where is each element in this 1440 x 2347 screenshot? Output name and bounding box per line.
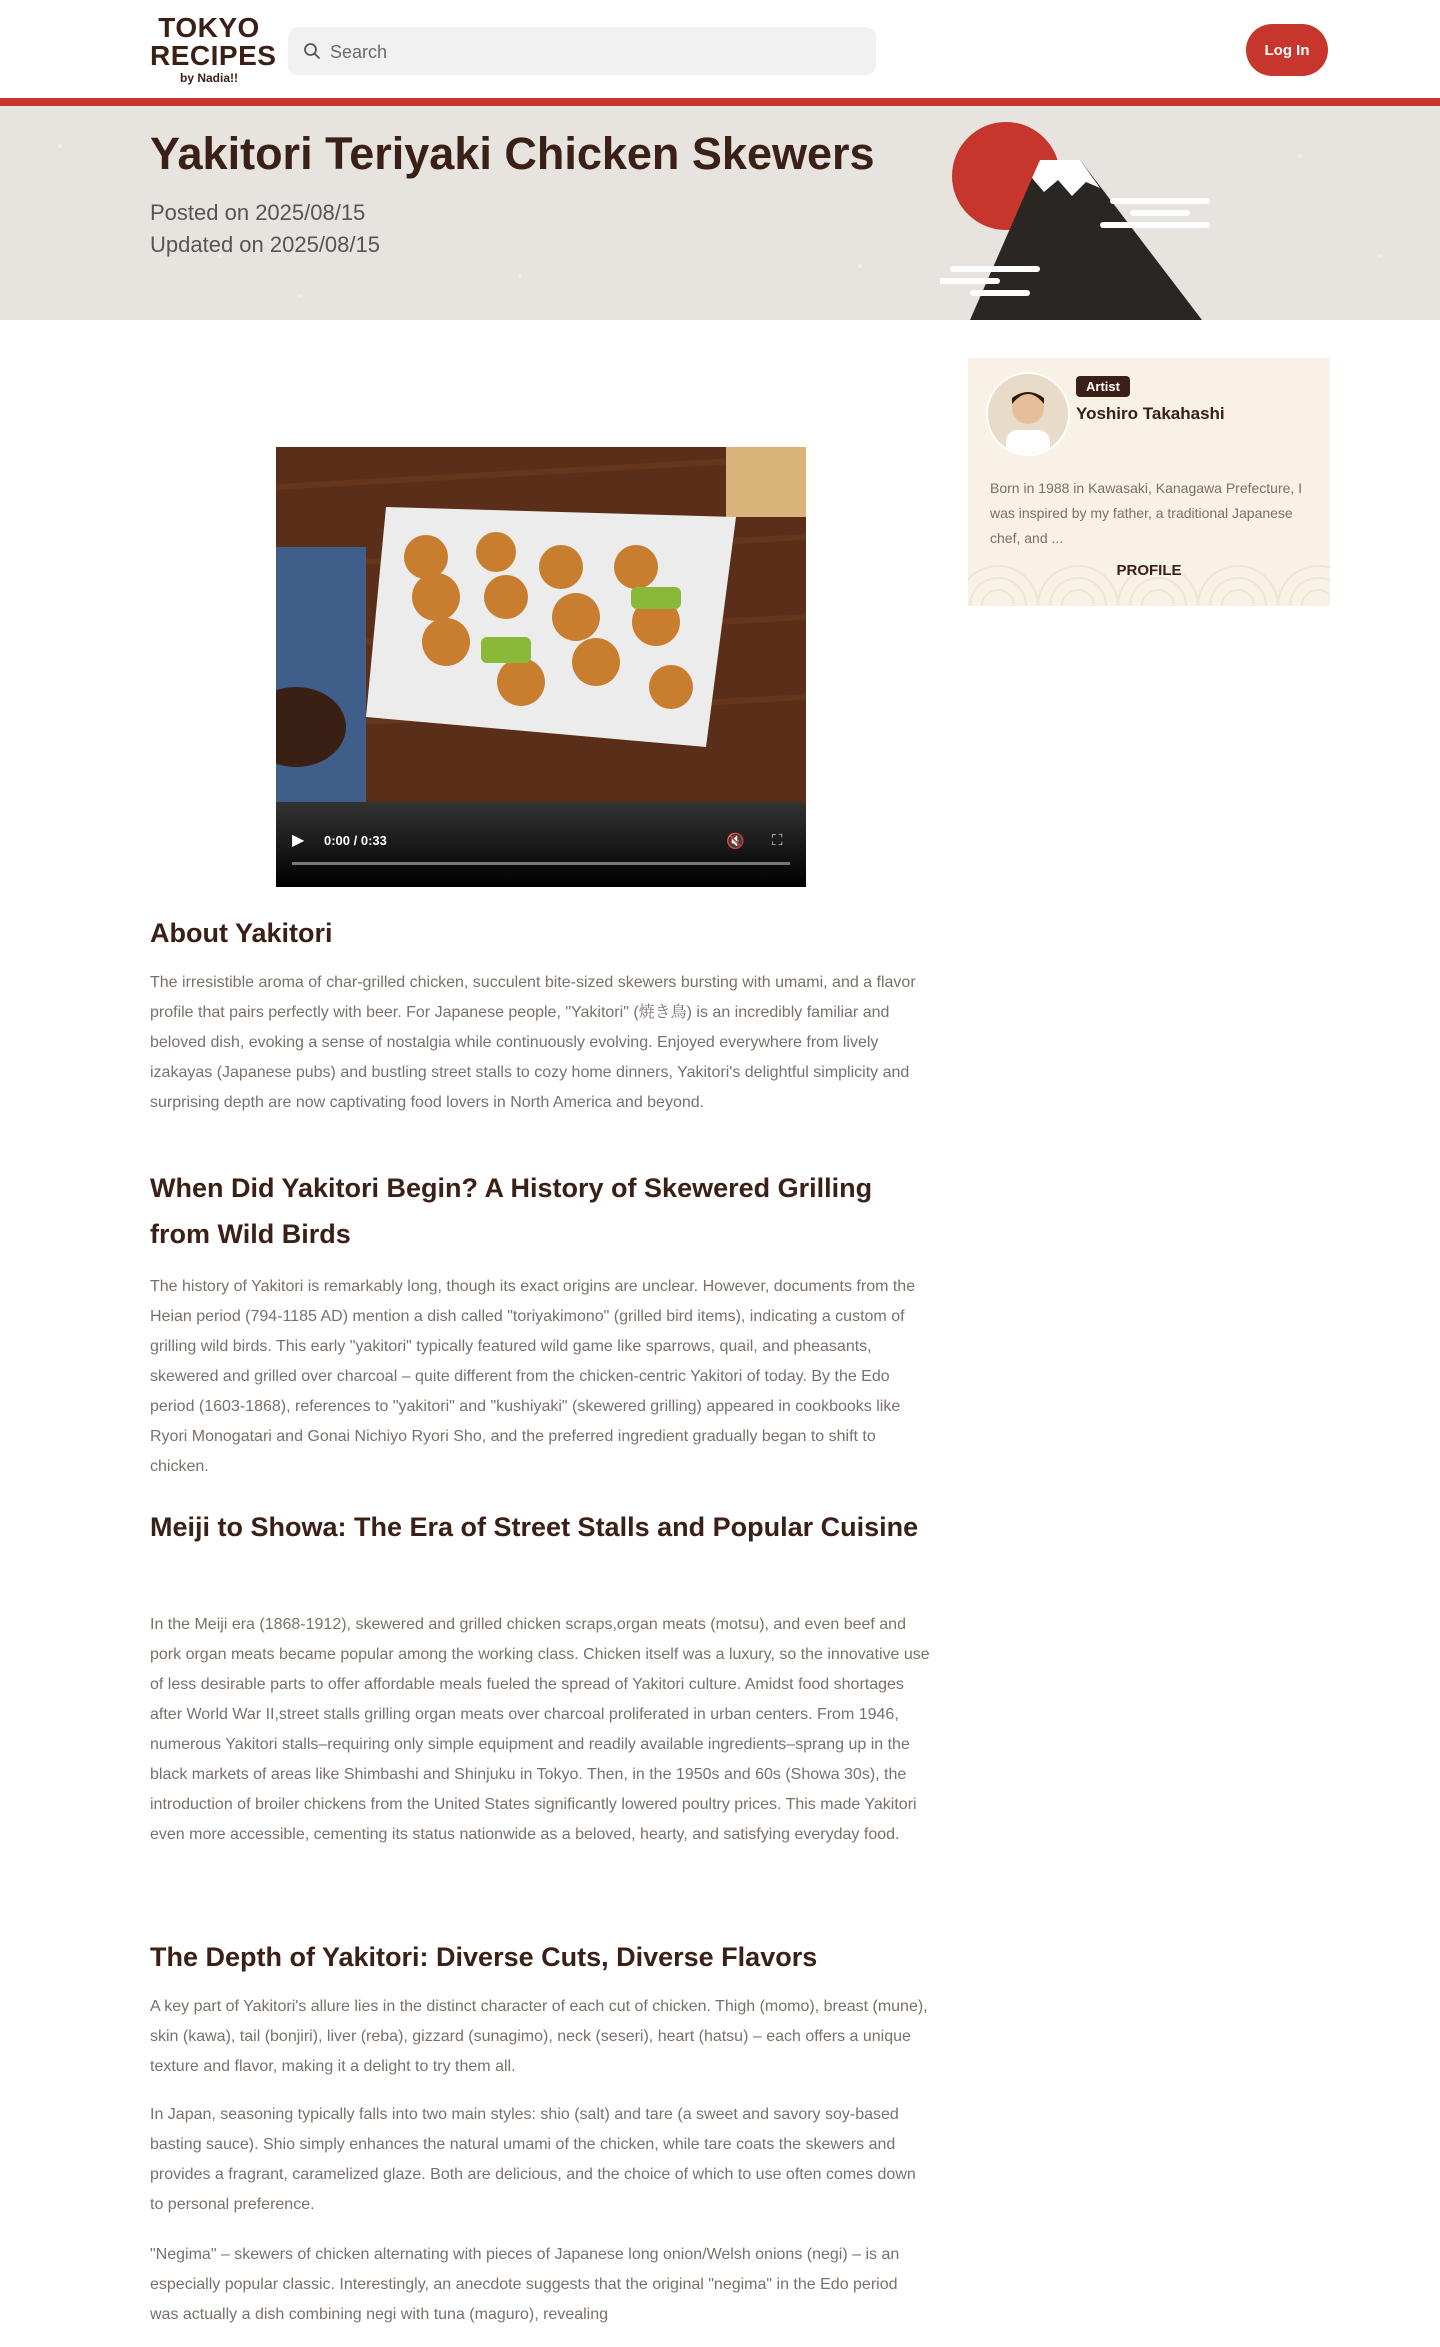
- mute-icon[interactable]: 🔇: [726, 833, 745, 850]
- logo-line2: RECIPES: [150, 40, 277, 71]
- logo-line1: TOKYO: [158, 12, 260, 43]
- section-paragraph: In the Meiji era (1868-1912), skewered and grilled chicken scraps,organ meats (motsu), and even beef and pork organ meats became popular among the working class. Chicken itself was a luxury, so the innovative use of less desirable parts to offer affordable meals fueled the spread of Yakitori culture. Amidst food shortages after World War II,street stalls grilling organ meats over charcoal proliferated in urban centers. From 1946, numerous Yakitori stalls–requiring only simple equipment and readily available ingredients–sprang up in the black markets of areas like Shimbashi and Shinjuku in Tokyo. Then, in the 1950s and 60s (Showa 30s), the introduction of broiler chickens from the United States significantly lowered poultry prices. This made Yakitori even more accessible, cementing its status nationwide as a beloved, hearty, and satisfying everyday food.: [150, 1616, 930, 1843]
- section-heading: The Depth of Yakitori: Diverse Cuts, Diverse Flavors: [150, 1942, 818, 1972]
- section-paragraph: The irresistible aroma of char-grilled chicken, succulent bite-sized skewers bursting with umami, and a flavor profile that pairs perfectly with beer. For Japanese people, "Yakitori" (焼き鳥) is an incredibly familiar and beloved dish, evoking a sense of nostalgia while continuously evolving. Enjoyed everywhere from lively izakayas (Japanese pubs) and bustling street stalls to cozy home dinners, Yakitori's delightful simplicity and surprising depth are now captivating food lovers in North America and beyond.: [150, 974, 916, 1111]
- play-icon[interactable]: ▶: [292, 832, 305, 849]
- artist-name[interactable]: Yoshiro Takahashi: [1076, 404, 1225, 423]
- section-paragraph: A key part of Yakitori's allure lies in the distinct character of each cut of chicken. Thigh (momo), breast (mune), skin (kawa), tail (bonjiri), liver (reba), gizzard (sunagimo), neck (seseri), heart (hatsu) – each offers a unique texture and flavor, making it a delight to try them all.: [150, 1998, 928, 2075]
- fullscreen-icon[interactable]: ⛶: [772, 832, 783, 849]
- top-navbar: [0, 0, 1440, 98]
- profile-link[interactable]: PROFILE: [1116, 562, 1182, 579]
- header-accent-line: [0, 98, 1440, 106]
- site-logo[interactable]: [150, 12, 277, 90]
- logo-line3: by Nadia!!: [179, 71, 238, 85]
- hero-banner: [0, 106, 1440, 320]
- section-heading: Meiji to Showa: The Era of Street Stalls and Popular Cuisine: [150, 1512, 919, 1542]
- updated-date: Updated on 2025/08/15: [150, 232, 380, 257]
- section-paragraph: "Negima" – skewers of chicken alternating with pieces of Japanese long onion/Welsh onions (negi) – is an especially popular classic. Interestingly, an anecdote suggests that the original "negima" in the Edo period was actually a dish combining negi with tuna (maguro), revealing: [150, 2246, 900, 2323]
- search-box: [288, 27, 876, 75]
- artist-bio: Born in 1988 in Kawasaki, Kanagawa Prefecture, I was inspired by my father, a traditional Japanese chef, and ...: [990, 480, 1303, 546]
- avatar[interactable]: [986, 372, 1070, 456]
- posted-date: Posted on 2025/08/15: [150, 200, 366, 225]
- mount-fuji-illustration: [940, 106, 1240, 320]
- video-thumbnail: [276, 447, 806, 802]
- video-progress-bar[interactable]: [292, 862, 790, 865]
- search-input[interactable]: [328, 27, 862, 77]
- video-controls: [276, 802, 806, 887]
- page-title: Yakitori Teriyaki Chicken Skewers: [150, 128, 875, 179]
- video-time: 0:00 / 0:33: [324, 833, 387, 848]
- section-heading: About Yakitori: [150, 918, 333, 948]
- recipe-video-player[interactable]: [276, 447, 806, 887]
- section-paragraph: In Japan, seasoning typically falls into two main styles: shio (salt) and tare (a sweet and savory soy-based basting sauce). Shio simply enhances the natural umami of the chicken, while tare coats the skewers and provides a fragrant, caramelized glaze. Both are delicious, and the choice of which to use often comes down to personal preference.: [150, 2106, 916, 2213]
- login-button[interactable]: Log In: [1246, 24, 1328, 76]
- section-heading: When Did Yakitori Begin? A History of Skewered Grilling from Wild Birds: [150, 1173, 873, 1249]
- artist-badge: Artist: [1076, 376, 1130, 397]
- artist-card[interactable]: [968, 358, 1330, 606]
- section-paragraph: The history of Yakitori is remarkably long, though its exact origins are unclear. However, documents from the Heian period (794-1185 AD) mention a dish called "toriyakimono" (grilled bird items), indicating a custom of grilling wild birds. This early "yakitori" typically featured wild game like sparrows, quail, and pheasants, skewered and grilled over charcoal – quite different from the chicken-centric Yakitori of today. By the Edo period (1603-1868), references to "yakitori" and "kushiyaki" (skewered grilling) appeared in cookbooks like Ryori Monogatari and Gonai Nichiyo Ryori Sho, and the preferred ingredient gradually began to shift to chicken.: [150, 1278, 916, 1475]
- search-icon: [302, 41, 322, 61]
